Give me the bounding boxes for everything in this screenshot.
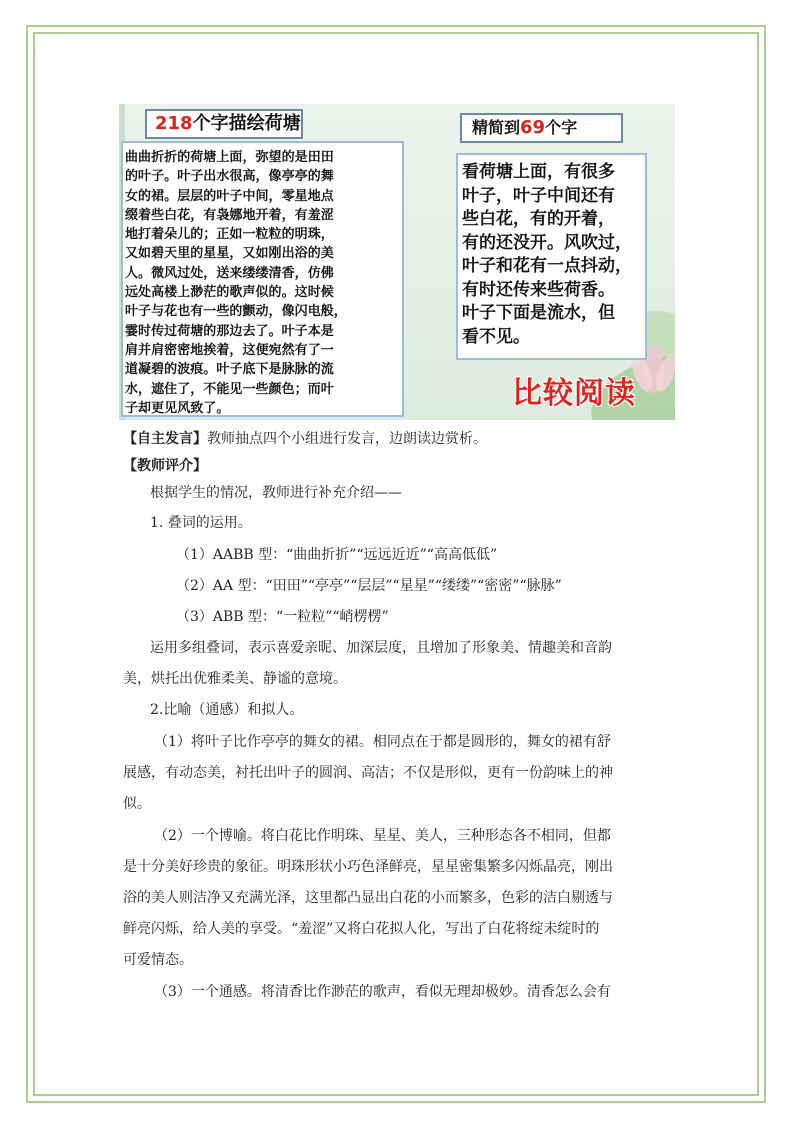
original-passage-box — [121, 141, 404, 417]
condensed-line: 叶子下面是流水，但 — [462, 303, 615, 323]
paragraph-line: 浴的美人则洁净又充满光泽，这里都凸显出白花的小而繁多，色彩的洁白剔透与 — [123, 890, 613, 906]
passage-line: 霎时传过荷塘的那边去了。叶子本是 — [125, 323, 334, 339]
passage-line: 人。微风过处，送来缕缕清香，仿佛 — [125, 265, 334, 281]
self-speech-paragraph — [123, 429, 487, 449]
section-heading: 【教师评介】 — [123, 458, 207, 474]
passage-line: 子却更见风致了。 — [125, 400, 230, 416]
paragraph-line: 似。 — [123, 796, 151, 812]
section-label: 【自主发言】 — [123, 431, 207, 447]
slide-title: 比较阅读 — [512, 376, 636, 411]
condensed-count-tag: 精简到69个字 — [460, 113, 623, 143]
paragraph-line: （3）一个通感。将清香比作渺茫的歌声，看似无理却极妙。清香怎么会有 — [154, 984, 611, 1000]
comparison-slide-image — [119, 104, 675, 420]
list-heading: 2.比喻（通感）和拟人。 — [150, 702, 304, 718]
condensed-line: 有时还传来些荷香。 — [462, 279, 615, 300]
list-item: （2）AA 型：“田田”“亭亭”“层层”“星星”“缕缕”“密密”“脉脉” — [176, 578, 562, 594]
passage-line: 远处高楼上渺茫的歌声似的。这时候 — [125, 285, 334, 301]
paragraph-line: （2）一个博喻。将白花比作明珠、星星、美人，三种形态各不相同，但都 — [154, 828, 611, 844]
passage-line: 道凝碧的波痕。叶子底下是脉脉的流 — [125, 362, 334, 378]
paragraph-line: 可爱情态。 — [123, 952, 193, 968]
original-count-tag: 218个字描绘荷塘 — [145, 109, 303, 139]
passage-line: 肩并肩密密地挨着，这便宛然有了一 — [125, 342, 334, 358]
paragraph-line: 运用多组叠词，表示喜爱亲昵、加深层度，且增加了形象美、情趣美和音韵 — [150, 640, 612, 656]
passage-line: 叶子与花也有一些的颤动，像闪电般， — [125, 304, 347, 320]
paragraph-line: 展感，有动态美，衬托出叶子的圆润、高洁；不仅是形似，更有一份韵味上的神 — [123, 765, 613, 781]
passage-line: 曲曲折折的荷塘上面，弥望的是田田 — [125, 150, 334, 165]
condensed-line: 看荷塘上面，有很多 — [462, 162, 615, 182]
list-item: （3）ABB 型：“一粒粒”“峭楞楞” — [176, 609, 389, 625]
paragraph-text: 根据学生的情况，教师进行补充介绍—— — [150, 485, 402, 501]
passage-line: 又如碧天里的星星，又如刚出浴的美 — [125, 246, 334, 262]
condensed-line: 叶子，叶子中间还有 — [462, 185, 615, 206]
condensed-passage-box — [456, 153, 647, 360]
paragraph-line: 美，烘托出优雅柔美、静谧的意境。 — [123, 671, 347, 687]
passage-line: 缀着些白花，有袅娜地开着，有羞涩 — [125, 207, 334, 223]
list-heading: 1. 叠词的运用。 — [150, 515, 252, 531]
paragraph-line: 鲜亮闪烁，给人美的享受。“羞涩”又将白花拟人化，写出了白花将绽未绽时的 — [123, 921, 600, 937]
passage-line: 的叶子。叶子出水很高，像亭亭的舞 — [125, 169, 334, 185]
condensed-line: 叶子和花有一点抖动， — [462, 256, 632, 276]
paragraph-text: 教师抽点四个小组进行发言，边朗读边赏析。 — [207, 431, 487, 447]
list-item: （1）AABB 型：“曲曲折折”“远远近近”“高高低低” — [176, 547, 498, 563]
paragraph-line: （1）将叶子比作亭亭的舞女的裙。相同点在于都是圆形的，舞女的裙有舒 — [154, 734, 611, 750]
passage-line: 女的裙。层层的叶子中间，零星地点 — [125, 188, 334, 204]
passage-line: 地打着朵儿的；正如一粒粒的明珠， — [125, 227, 334, 243]
passage-line: 水，遮住了，不能见一些颜色；而叶 — [125, 381, 334, 397]
condensed-line: 些白花，有的开着， — [462, 209, 615, 229]
paragraph-line: 是十分美好珍贵的象征。明珠形状小巧色泽鲜亮，星星密集繁多闪烁晶亮，刚出 — [123, 859, 613, 875]
condensed-line: 看不见。 — [462, 326, 530, 347]
condensed-line: 有的还没开。风吹过， — [462, 232, 632, 253]
